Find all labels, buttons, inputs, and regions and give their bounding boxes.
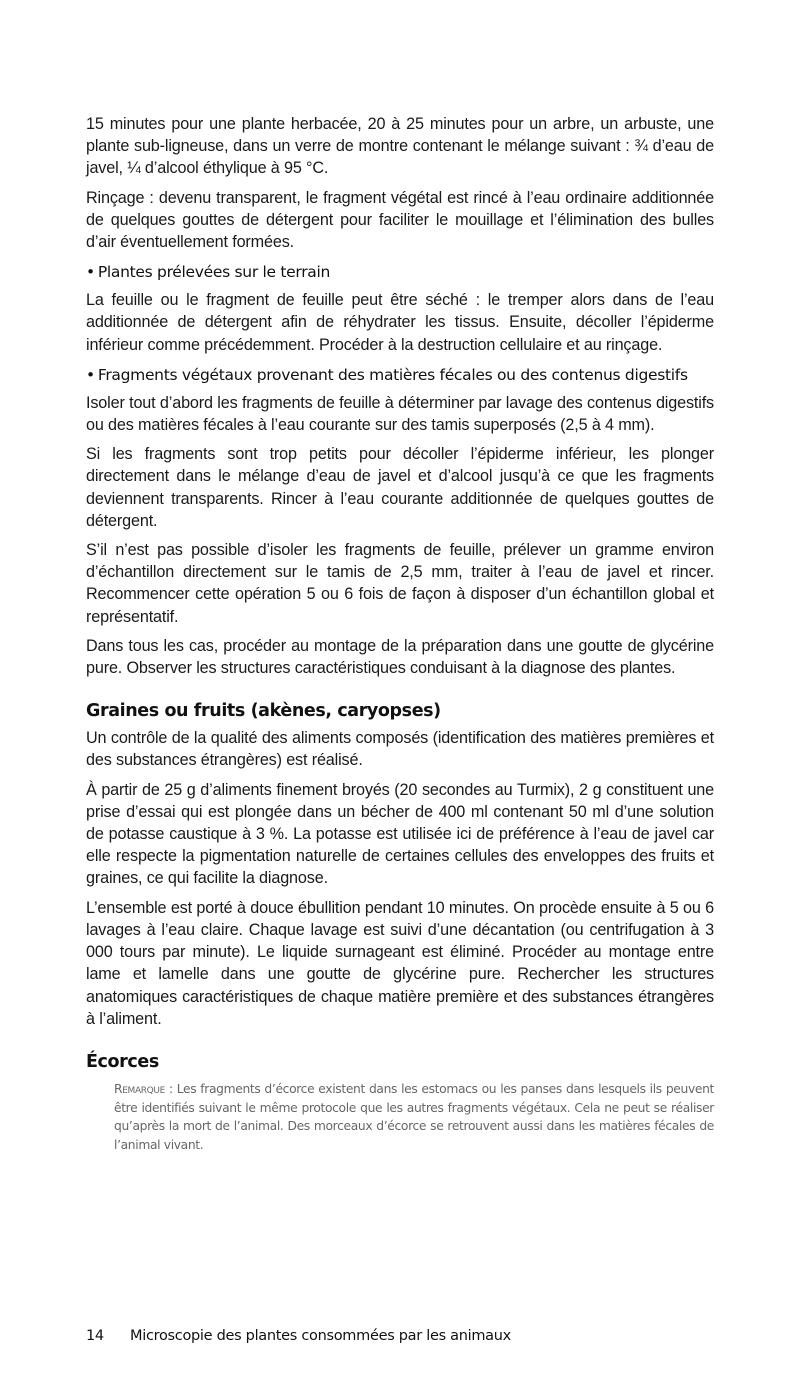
running-title: Microscopie des plantes consommées par les animaux: [130, 1328, 511, 1344]
section-heading-graines: Graines ou fruits (akènes, caryopses): [86, 701, 441, 722]
paragraph: Un contrôle de la qualité des aliments composés (identification des matières premières et des substances étrangères) est réalisé.: [86, 729, 714, 770]
bullet-icon: •: [86, 263, 95, 282]
bullet-heading-text: Fragments végétaux provenant des matières fécales ou des contenus digestifs: [97, 365, 688, 384]
section-heading-ecorces: Écorces: [86, 1051, 159, 1072]
paragraph: Isoler tout d’abord les fragments de feuille à déterminer par lavage des contenus digestifs ou des matières fécales à l’eau courante sur des tamis superposés (2,5 à 4 mm).: [86, 393, 714, 435]
bullet-heading-text: Plantes prélevées sur le terrain: [97, 263, 331, 282]
paragraph: 15 minutes pour une plante herbacée, 20 à 25 minutes pour un arbre, un arbuste, une plante sub-ligneuse, dans un verre de montre contenant le mélange suivant : ¾ d’eau de javel, ¼ d’alcool éthylique à 95 °C.: [86, 115, 714, 178]
paragraph: L’ensemble est porté à douce ébullition pendant 10 minutes. On procède ensuite à 5 ou 6 lavages à l’eau claire. Chaque lavage est suivi d’une décantation (ou centrifugation à 3 000 tours par minute). Le liquide surnageant est éliminé. Procéder au montage entre lame et lamelle dans une goutte de glycérine pure. Rechercher les structures anatomiques caractéristiques de chaque matière première et des substances étrangères à l’aliment.: [86, 898, 714, 1028]
bullet-icon: •: [86, 365, 95, 384]
page-number: 14: [86, 1328, 104, 1344]
remark-label: Remarque: [114, 1081, 165, 1096]
paragraph: Dans tous les cas, procéder au montage de la préparation dans une goutte de glycérine pure. Observer les structures caractéristiques conduisant à la diagnose des plantes.: [86, 636, 714, 678]
bullet-heading-terrain: [86, 261, 714, 283]
remark-note: [114, 1080, 714, 1154]
page-footer: [86, 1328, 511, 1344]
bullet-heading-fecal: [86, 364, 714, 386]
paragraph: S’il n’est pas possible d’isoler les fragments de feuille, prélever un gramme environ d’échantillon directement sur le tamis de 2,5 mm, traiter à l’eau de javel et rincer. Recommencer cette opération 5 ou 6 fois de façon à disposer d’un échantillon global et représentatif.: [86, 541, 714, 626]
remark-text: : Les fragments d’écorce existent dans les estomacs ou les panses dans lesquels ils peuvent être identifiés suivant le même protocole que les autres fragments végétaux. Cela ne peut se réaliser qu’après la mort de l’animal. Des morceaux d’écorce se retrouvent aussi dans les matières fécales de l’animal vivant.: [114, 1081, 714, 1152]
paragraph: La feuille ou le fragment de feuille peut être séché : le tremper alors dans de l’eau additionnée de détergent afin de réhydrater les tissus. Ensuite, décoller l’épiderme inférieur comme précédemment. Procéder à la destruction cellulaire et au rinçage.: [86, 291, 714, 354]
page-content: [86, 113, 714, 1154]
paragraph: Rinçage : devenu transparent, le fragment végétal est rincé à l’eau ordinaire additionnée de quelques gouttes de détergent pour faciliter le mouillage et l’élimination des bulles d’air éventuellement formées.: [86, 188, 714, 252]
paragraph: Si les fragments sont trop petits pour décoller l’épiderme inférieur, les plonger directement dans le mélange d’eau de javel et d’alcool jusqu’à ce que les fragments deviennent transparents. Rincer à l’eau courante additionnée de quelques gouttes de détergent.: [86, 445, 714, 530]
paragraph: À partir de 25 g d’aliments finement broyés (20 secondes au Turmix), 2 g constituent une prise d’essai qui est plongée dans un bécher de 400 ml contenant 50 ml d’une solution de potasse caustique à 3 %. La potasse est utilisée ici de préférence à l’eau de javel car elle respecte la pigmentation naturelle de certaines cellules des enveloppes des fruits et graines, ce qui facilite la diagnose.: [86, 780, 714, 888]
